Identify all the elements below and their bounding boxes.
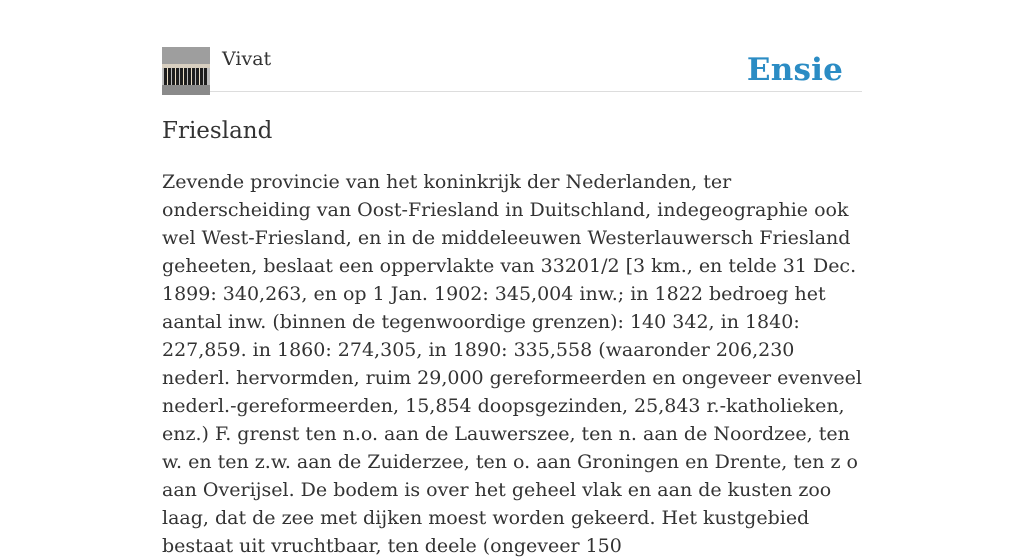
article-title: Friesland bbox=[162, 118, 273, 144]
page-header bbox=[162, 44, 862, 92]
source-avatar[interactable] bbox=[162, 47, 210, 95]
book-spines-icon bbox=[162, 47, 210, 95]
source-name[interactable]: Vivat bbox=[222, 48, 272, 70]
article-body: Zevende provincie van het koninkrijk der Nederlanden, ter onderscheiding van Oost-Friesland in Duitschland, indegeographie ook wel West-Friesland, en in de middeleeuwen Westerlauwersch Friesland geheeten, beslaat een oppervlakte van 33201/2 [3 km., en telde 31 Dec. 1899: 340,263, en op 1 Jan. 1902: 345,004 inw.; in 1822 bedroeg het aantal inw. (binnen de tegenwoordige grenzen): 140 342, in 1840: 227,859. in 1860: 274,305, in 1890: 335,558 (waaronder 206,230 nederl. hervormden, ruim 29,000 gereformeerden en ongeveer evenveel nederl.-gereformeerden, 15,854 doopsgezinden, 25,843 r.-katholieken, enz.) F. grenst ten n.o. aan de Lauwerszee, ten n. aan de Noordzee, ten w. en ten z.w. aan de Zuiderzee, ten o. aan Groningen en Drente, ten z o aan Overijsel. De bodem is over het geheel vlak en aan de kusten zoo laag, dat de zee met dijken moest worden gekeerd. Het kustgebied bestaat uit vruchtbaar, ten deele (ongeveer 150 bbox=[162, 171, 862, 557]
brand-logo[interactable]: Ensie bbox=[746, 52, 843, 88]
